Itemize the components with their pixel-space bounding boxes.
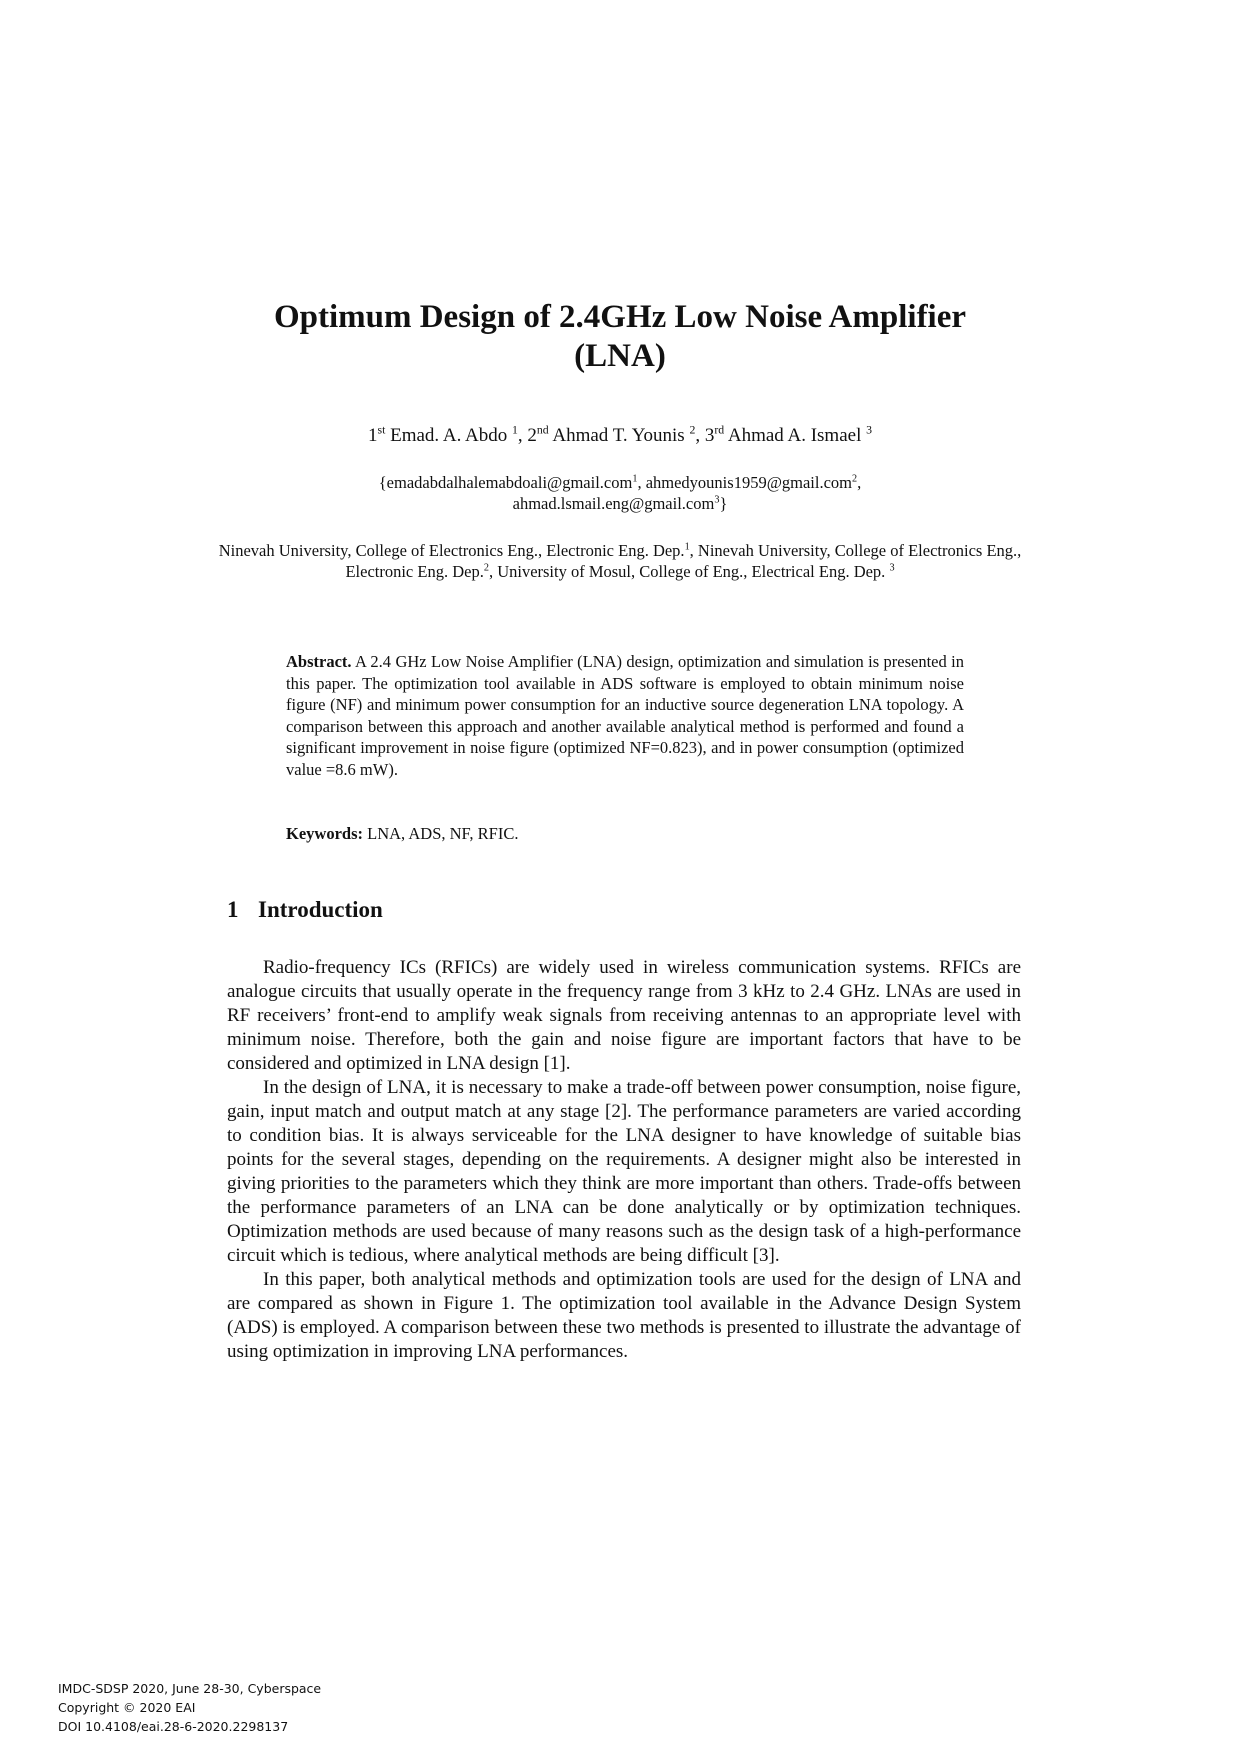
author-1-affil-mark: 1 [512,423,518,437]
section-title: Introduction [258,897,383,922]
keywords [286,823,964,844]
email-2: , ahmedyounis1959@gmail.com [637,473,852,492]
paragraph-3: In this paper, both analytical methods and optimization tools are used for the design of LNA and are compared as shown in Figure 1. The optimization tool available in the Advance Design System (ADS) is employed. A comparison between these two methods is presented to illustrate the advantage of using optimization in improving LNA performances. [227,1269,1021,1362]
keywords-label: Keywords: [286,824,363,843]
author-1-name: Emad. A. Abdo [385,425,513,446]
keywords-text: LNA, ADS, NF, RFIC. [363,824,519,843]
abstract-text: A 2.4 GHz Low Noise Amplifier (LNA) design, optimization and simulation is presented in this paper. The optimization tool available in ADS software is employed to obtain minimum noise figure (NF) and minimum power consumption for an inductive source degeneration LNA topology. A comparison between this approach and another available analytical method is performed and found a significant improvement in noise figure (optimized NF=0.823), and in power consumption (optimized value =8.6 mW). [286,652,964,779]
email-1-mark: 1 [632,473,638,485]
author-3-name: Ahmad A. Ismael [724,425,867,446]
abstract-label: Abstract. [286,652,352,671]
footer-conference: IMDC-SDSP 2020, June 28-30, Cyberspace [58,1681,322,1696]
section-number: 1 [227,897,239,922]
email-close: } [719,494,728,513]
affiliations [200,540,1040,582]
affiliation-3-mark: 3 [889,562,895,574]
author-2-ordinal: nd [536,423,549,437]
email-separator: , [857,473,862,492]
paper-title-line1: Optimum Design of 2.4GHz Low Noise Amplifier [273,299,967,335]
footer-copyright: Copyright © 2020 EAI [58,1700,196,1715]
affiliation-3: , University of Mosul, College of Eng., Electrical Eng. Dep. [488,562,890,581]
email-3: ahmad.lsmail.eng@gmail.com [512,494,715,513]
footer-doi: DOI 10.4108/eai.28-6-2020.2298137 [58,1719,289,1734]
author-3-ordinal: rd [714,423,725,437]
affiliation-2-mark: 2 [483,562,489,574]
affiliation-2: , Ninevah University, College of Electronics Eng., Electronic Eng. Dep. [345,541,1022,581]
paragraph-1: Radio-frequency ICs (RFICs) are widely used in wireless communication systems. RFICs are analogue circuits that usually operate in the frequency range from 3 kHz to 2.4 GHz. LNAs are used in RF receivers’ front-end to amplify weak signals from receiving antennas to an appropriate level with minimum noise. Therefore, both the gain and noise figure are important factors that have to be considered and optimized in LNA design [1]. [227,957,1021,1074]
affiliation-1: Ninevah University, College of Electronics Eng., Electronic Eng. Dep. [218,541,685,560]
section-heading-introduction [227,896,383,924]
page-footer [58,1679,321,1736]
email-1: {emadabdalhalemabdoali@gmail.com [378,473,633,492]
author-2-affil-mark: 2 [689,423,696,437]
paper-title [230,298,1010,376]
author-2-name: Ahmad T. Younis [548,425,690,446]
author-3-affil-mark: 3 [866,423,872,437]
email-2-mark: 2 [852,473,858,485]
paper-title-line2: (LNA) [574,338,666,374]
paragraph-2: In the design of LNA, it is necessary to make a trade-off between power consumption, noise figure, gain, input match and output match at any stage [2]. The performance parameters are varied according to condition bias. It is always serviceable for the LNA designer to have knowledge of suitable bias points for the several stages, depending on the requirements. A designer might also be interested in giving priorities to the parameters which they think are more important than others. Trade-offs between the performance parameters of an LNA can be done analytically or by optimization techniques. Optimization methods are used because of many reasons such as the design task of a high-performance circuit which is tedious, where analytical methods are being difficult [3]. [227,1077,1021,1266]
affiliation-1-mark: 1 [684,541,690,553]
email-3-mark: 3 [714,494,720,506]
author-list [200,424,1040,448]
author-2-prefix: , 2 [517,425,537,446]
author-1-prefix: 1 [367,425,378,446]
author-emails [200,472,1040,514]
author-1-ordinal: st [377,423,386,437]
introduction-body [227,956,1021,1364]
abstract [286,651,964,780]
author-3-prefix: , 3 [695,425,715,446]
